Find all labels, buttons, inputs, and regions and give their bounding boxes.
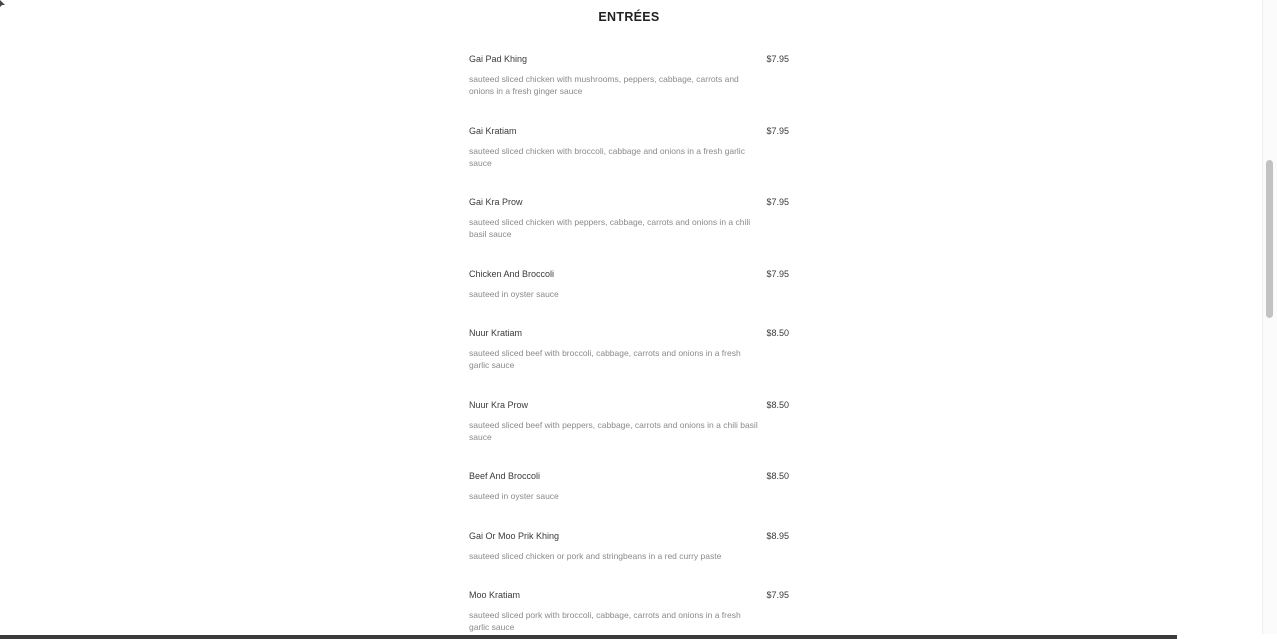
menu-item [469,400,789,443]
menu-item-description: sauteed sliced beef with broccoli, cabbage, carrots and onions in a fresh garlic sauce [469,348,741,370]
menu-item [469,590,789,633]
menu-item [469,197,789,240]
menu-item-name: Beef And Broccoli [469,471,541,481]
menu-item [469,328,789,371]
menu-item-name: Gai Or Moo Prik Khing [469,531,560,541]
menu-item-description: sauteed in oyster sauce [469,491,559,501]
menu-item-price: $7.95 [766,54,789,64]
menu-item-name: Nuur Kratiam [469,328,523,338]
bottom-bar [0,635,1277,639]
section-title: ENTRÉES [598,10,660,24]
menu-item [469,471,789,502]
scrollbar-thumb[interactable] [1266,160,1273,318]
menu-item-description: sauteed sliced beef with peppers, cabbage, carrots and onions in a chili basil sauce [469,420,758,442]
menu-item-description: sauteed sliced chicken with peppers, cabbage, carrots and onions in a chili basil sauce [469,217,751,239]
menu-item-price: $8.50 [766,328,789,338]
cursor-arrow-icon [0,0,6,8]
menu-item-name: Chicken And Broccoli [469,269,555,279]
menu-item [469,126,789,169]
menu-item-description: sauteed in oyster sauce [469,289,559,299]
menu-item [469,54,789,97]
menu-item-price: $8.95 [766,531,789,541]
bottom-bar-gap [1177,635,1277,639]
menu-item-name: Nuur Kra Prow [469,400,529,410]
menu-item [469,269,789,300]
menu-item-price: $7.95 [766,590,789,600]
menu-item-price: $7.95 [766,126,789,136]
menu-item-name: Gai Kratiam [469,126,517,136]
menu-item-description: sauteed sliced pork with broccoli, cabbage, carrots and onions in a fresh garlic sauce [469,610,741,632]
menu-item-price: $8.50 [766,400,789,410]
menu-item-price: $7.95 [766,269,789,279]
menu-item-description: sauteed sliced chicken with mushrooms, peppers, cabbage, carrots and onions in a fresh ginger sauce [469,74,739,96]
menu-item-name: Gai Kra Prow [469,197,523,207]
vertical-scrollbar[interactable] [1262,0,1277,634]
menu-item-price: $8.50 [766,471,789,481]
menu-item-price: $7.95 [766,197,789,207]
menu-item-name: Moo Kratiam [469,590,521,600]
menu-item [469,531,789,562]
menu-item-description: sauteed sliced chicken or pork and stringbeans in a red curry paste [469,551,722,561]
menu-item-description: sauteed sliced chicken with broccoli, cabbage and onions in a fresh garlic sauce [469,146,745,168]
menu-item-name: Gai Pad Khing [469,54,528,64]
